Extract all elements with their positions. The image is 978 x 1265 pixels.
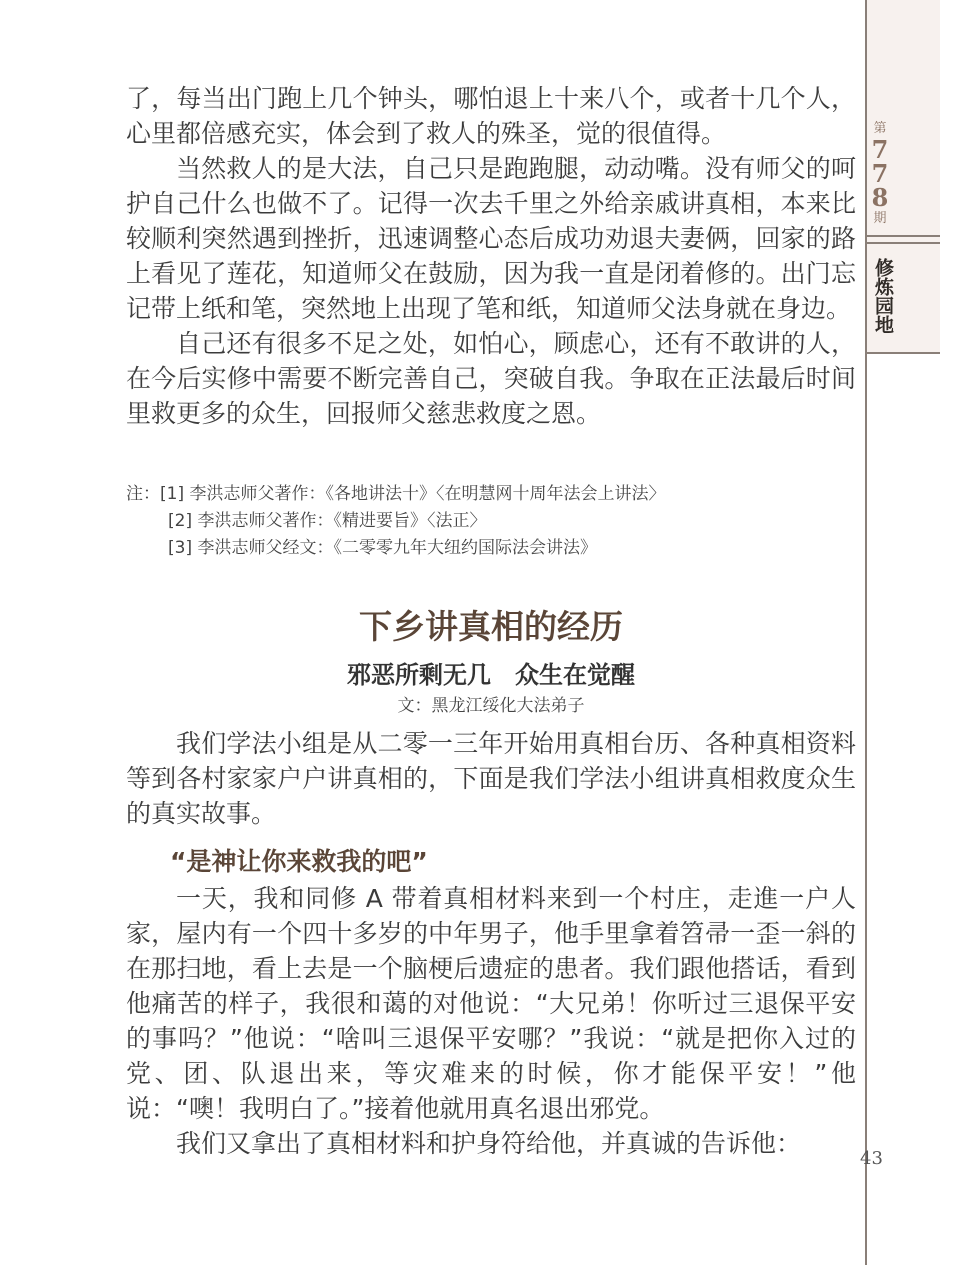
issue-digit: 7 — [871, 159, 889, 188]
paragraph: 了，每当出门跑上几个钟头，哪怕退上十来八个，或者十几个人，心里都倍感充实，体会到了救人的殊圣，觉的很值得。 — [126, 84, 856, 148]
footnote: [2] 李洪志师父著作：《精进要旨》〈法正〉 — [168, 511, 487, 531]
footnote: [3] 李洪志师父经文：《二零零九年大纽约国际法会讲法》 — [168, 538, 597, 558]
issue-prefix: 第 — [873, 121, 887, 136]
issue-digit: 7 — [871, 135, 889, 164]
column-label: 修炼园地 — [872, 258, 894, 334]
paragraph: 自己还有很多不足之处，如怕心，顾虑心，还有不敢讲的人，在今后实修中需要不断完善自己，突破自我。争取在正法最后时间里救更多的众生，回报师父慈悲救度之恩。 — [126, 329, 856, 428]
footnote: 注：[1] 李洪志师父著作：《各地讲法十》〈在明慧网十周年法会上讲法〉 — [126, 484, 666, 504]
paragraph: 当然救人的是大法，自己只是跑跑腿，动动嘴。没有师父的呵护自己什么也做不了。记得一次去千里之外给亲戚讲真相，本来比较顺利突然遇到挫折，迅速调整心态后成功劝退夫妻俩，回家的路上看见了莲花，知道师父在鼓励，因为我一直是闭着修的。出门忘记带上纸和笔，突然地上出现了笔和纸，知道师父法身就在身边。 — [126, 154, 856, 323]
paragraph: 我们又拿出了真相材料和护身符给他，并真诚的告诉他： — [176, 1129, 802, 1158]
article-subtitle: 邪恶所剩无几 众生在觉醒 — [347, 661, 635, 689]
paragraph: 我们学法小组是从二零一三年开始用真相台历、各种真相资料等到各村家家户户讲真相的，下面是我们学法小组讲真相救度众生的真实故事。 — [126, 729, 856, 828]
article-body — [126, 881, 856, 1161]
issue-suffix: 期 — [873, 211, 887, 226]
top-text — [126, 81, 856, 431]
page-number: 43 — [860, 1148, 883, 1169]
article-title: 下乡讲真相的经历 — [359, 607, 623, 646]
article-intro — [126, 726, 856, 831]
divider — [867, 235, 940, 237]
issue-digit: 8 — [871, 183, 889, 212]
section-heading: “是神让你来救我的吧” — [170, 847, 428, 876]
divider — [867, 242, 940, 244]
issue-number — [867, 120, 893, 228]
article-author: 文：黑龙江绥化大法弟子 — [397, 696, 585, 716]
footnotes — [126, 481, 856, 562]
paragraph: 一天，我和同修 A 带着真相材料来到一个村庄，走進一户人家，屋内有一个四十多岁的中年男子，他手里拿着笤帚一歪一斜的在那扫地，看上去是一个脑梗后遗症的患者。我们跟他搭话，看到他痛苦的样子，我很和蔼的对他说：“大兄弟！你听过三退保平安的事吗？”他说：“啥叫三退保平安哪？”我说：“就是把你入过的党、团、队退出来，等灾难来的时候，你才能保平安！”他说：“噢！我明白了。”接着他就用真名退出邪党。 — [126, 884, 856, 1123]
